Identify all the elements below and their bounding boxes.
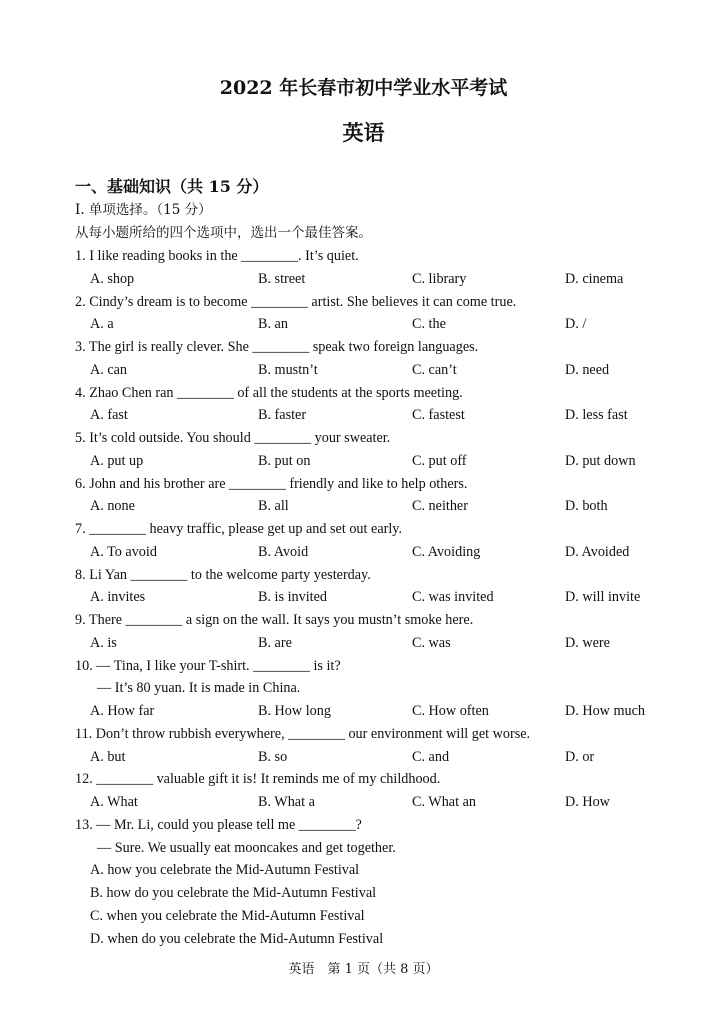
answer-option[interactable]: C. fastest (412, 407, 465, 424)
answer-option[interactable]: B. faster (258, 407, 307, 424)
question-reply: — It’s 80 yuan. It is made in China. (97, 680, 301, 697)
answer-option[interactable]: B. all (258, 498, 289, 515)
question-stem: 1. I like reading books in the ________. It’s quiet. (75, 248, 359, 264)
answer-option[interactable]: B. is invited (258, 589, 327, 606)
answer-option[interactable]: C. when you celebrate the Mid-Autumn Festival (90, 907, 365, 924)
question-stem: 12. ________ valuable gift it is! It reminds me of my childhood. (75, 771, 441, 788)
answer-option[interactable]: B. What a (258, 794, 315, 810)
answer-option[interactable]: A. invites (90, 589, 146, 606)
question-stem: 7. ________ heavy traffic, please get up and set out early. (75, 521, 402, 537)
question-stem: 6. John and his brother are ________ friendly and like to help others. (75, 475, 468, 492)
answer-option[interactable]: C. the (412, 316, 446, 333)
answer-option[interactable]: B. an (258, 316, 288, 333)
answer-option[interactable]: A. but (90, 748, 126, 765)
question-stem: 8. Li Yan ________ to the welcome party yesterday. (75, 566, 371, 583)
answer-option[interactable]: C. put off (412, 452, 467, 469)
answer-option[interactable]: A. a (90, 316, 114, 333)
section-heading: 一、基础知识（共 15 分） (75, 177, 269, 196)
question-stem: 3. The girl is really clever. She ________ speak two foreign languages. (75, 339, 479, 355)
question-stem: 4. Zhao Chen ran ________ of all the students at the sports meeting. (75, 384, 463, 401)
answer-option[interactable]: B. How long (258, 703, 331, 719)
answer-option[interactable]: D. How much (565, 703, 645, 719)
answer-option[interactable]: C. and (412, 748, 450, 765)
answer-option[interactable]: A. What (90, 794, 138, 810)
answer-option[interactable]: D. when do you celebrate the Mid-Autumn Festival (90, 930, 384, 947)
answer-option[interactable]: A. How far (90, 703, 155, 719)
answer-option[interactable]: A. shop (90, 270, 135, 287)
answer-option[interactable]: A. fast (90, 407, 128, 424)
question-stem: 13. — Mr. Li, could you please tell me ________? (75, 816, 362, 833)
answer-option[interactable]: D. / (565, 316, 587, 333)
answer-option[interactable]: C. was invited (412, 589, 494, 606)
part-heading: I. 单项选择。（15 分） (75, 202, 212, 218)
answer-option[interactable]: A. put up (90, 452, 144, 469)
exam-title: 2022 年长春市初中学业水平考试 (219, 77, 508, 99)
answer-option[interactable]: D. How (565, 794, 610, 810)
answer-option[interactable]: A. can (90, 361, 128, 378)
answer-option[interactable]: C. neither (412, 498, 468, 515)
answer-option[interactable]: B. put on (258, 452, 311, 469)
answer-option[interactable]: B. mustn’t (258, 361, 318, 378)
question-stem: 9. There ________ a sign on the wall. It says you mustn’t smoke here. (75, 612, 474, 628)
page-footer: 英语 第 1 页（共 8 页） (288, 962, 439, 977)
answer-option[interactable]: C. How often (412, 703, 489, 719)
answer-option[interactable]: D. both (565, 498, 608, 515)
answer-option[interactable]: A. To avoid (90, 543, 157, 560)
question-stem: 11. Don’t throw rubbish everywhere, ________ our environment will get worse. (75, 725, 531, 742)
answer-option[interactable]: C. library (412, 270, 467, 287)
answer-option[interactable]: B. street (258, 270, 306, 287)
answer-option[interactable]: D. less fast (565, 407, 628, 424)
answer-option[interactable]: C. Avoiding (412, 543, 481, 560)
answer-option[interactable]: A. is (90, 634, 117, 651)
answer-option[interactable]: D. cinema (565, 270, 624, 287)
answer-option[interactable]: D. put down (565, 452, 636, 469)
question-stem: 5. It’s cold outside. You should ________ your sweater. (75, 430, 391, 446)
answer-option[interactable]: D. Avoided (565, 543, 630, 560)
answer-option[interactable]: C. can’t (412, 361, 457, 378)
answer-option[interactable]: B. how do you celebrate the Mid-Autumn Festival (90, 885, 377, 901)
answer-option[interactable]: D. will invite (565, 589, 641, 606)
answer-option[interactable]: B. are (258, 634, 292, 651)
answer-option[interactable]: D. need (565, 361, 610, 378)
answer-option[interactable]: C. was (412, 634, 451, 651)
question-reply: — Sure. We usually eat mooncakes and get together. (97, 839, 396, 856)
subject-title: 英语 (342, 120, 385, 145)
question-stem: 10. — Tina, I like your T-shirt. ________ is it? (75, 657, 341, 674)
answer-option[interactable]: B. Avoid (258, 543, 309, 560)
answer-option[interactable]: D. were (565, 634, 610, 651)
answer-option[interactable]: B. so (258, 748, 288, 765)
instruction-text: 从每小题所给的四个选项中，选出一个最佳答案。 (75, 225, 372, 241)
answer-option[interactable]: A. how you celebrate the Mid-Autumn Festival (90, 862, 360, 879)
answer-option[interactable]: A. none (90, 498, 135, 515)
question-stem: 2. Cindy’s dream is to become ________ artist. She believes it can come true. (75, 293, 517, 310)
answer-option[interactable]: C. What an (412, 794, 476, 810)
answer-option[interactable]: D. or (565, 748, 595, 765)
